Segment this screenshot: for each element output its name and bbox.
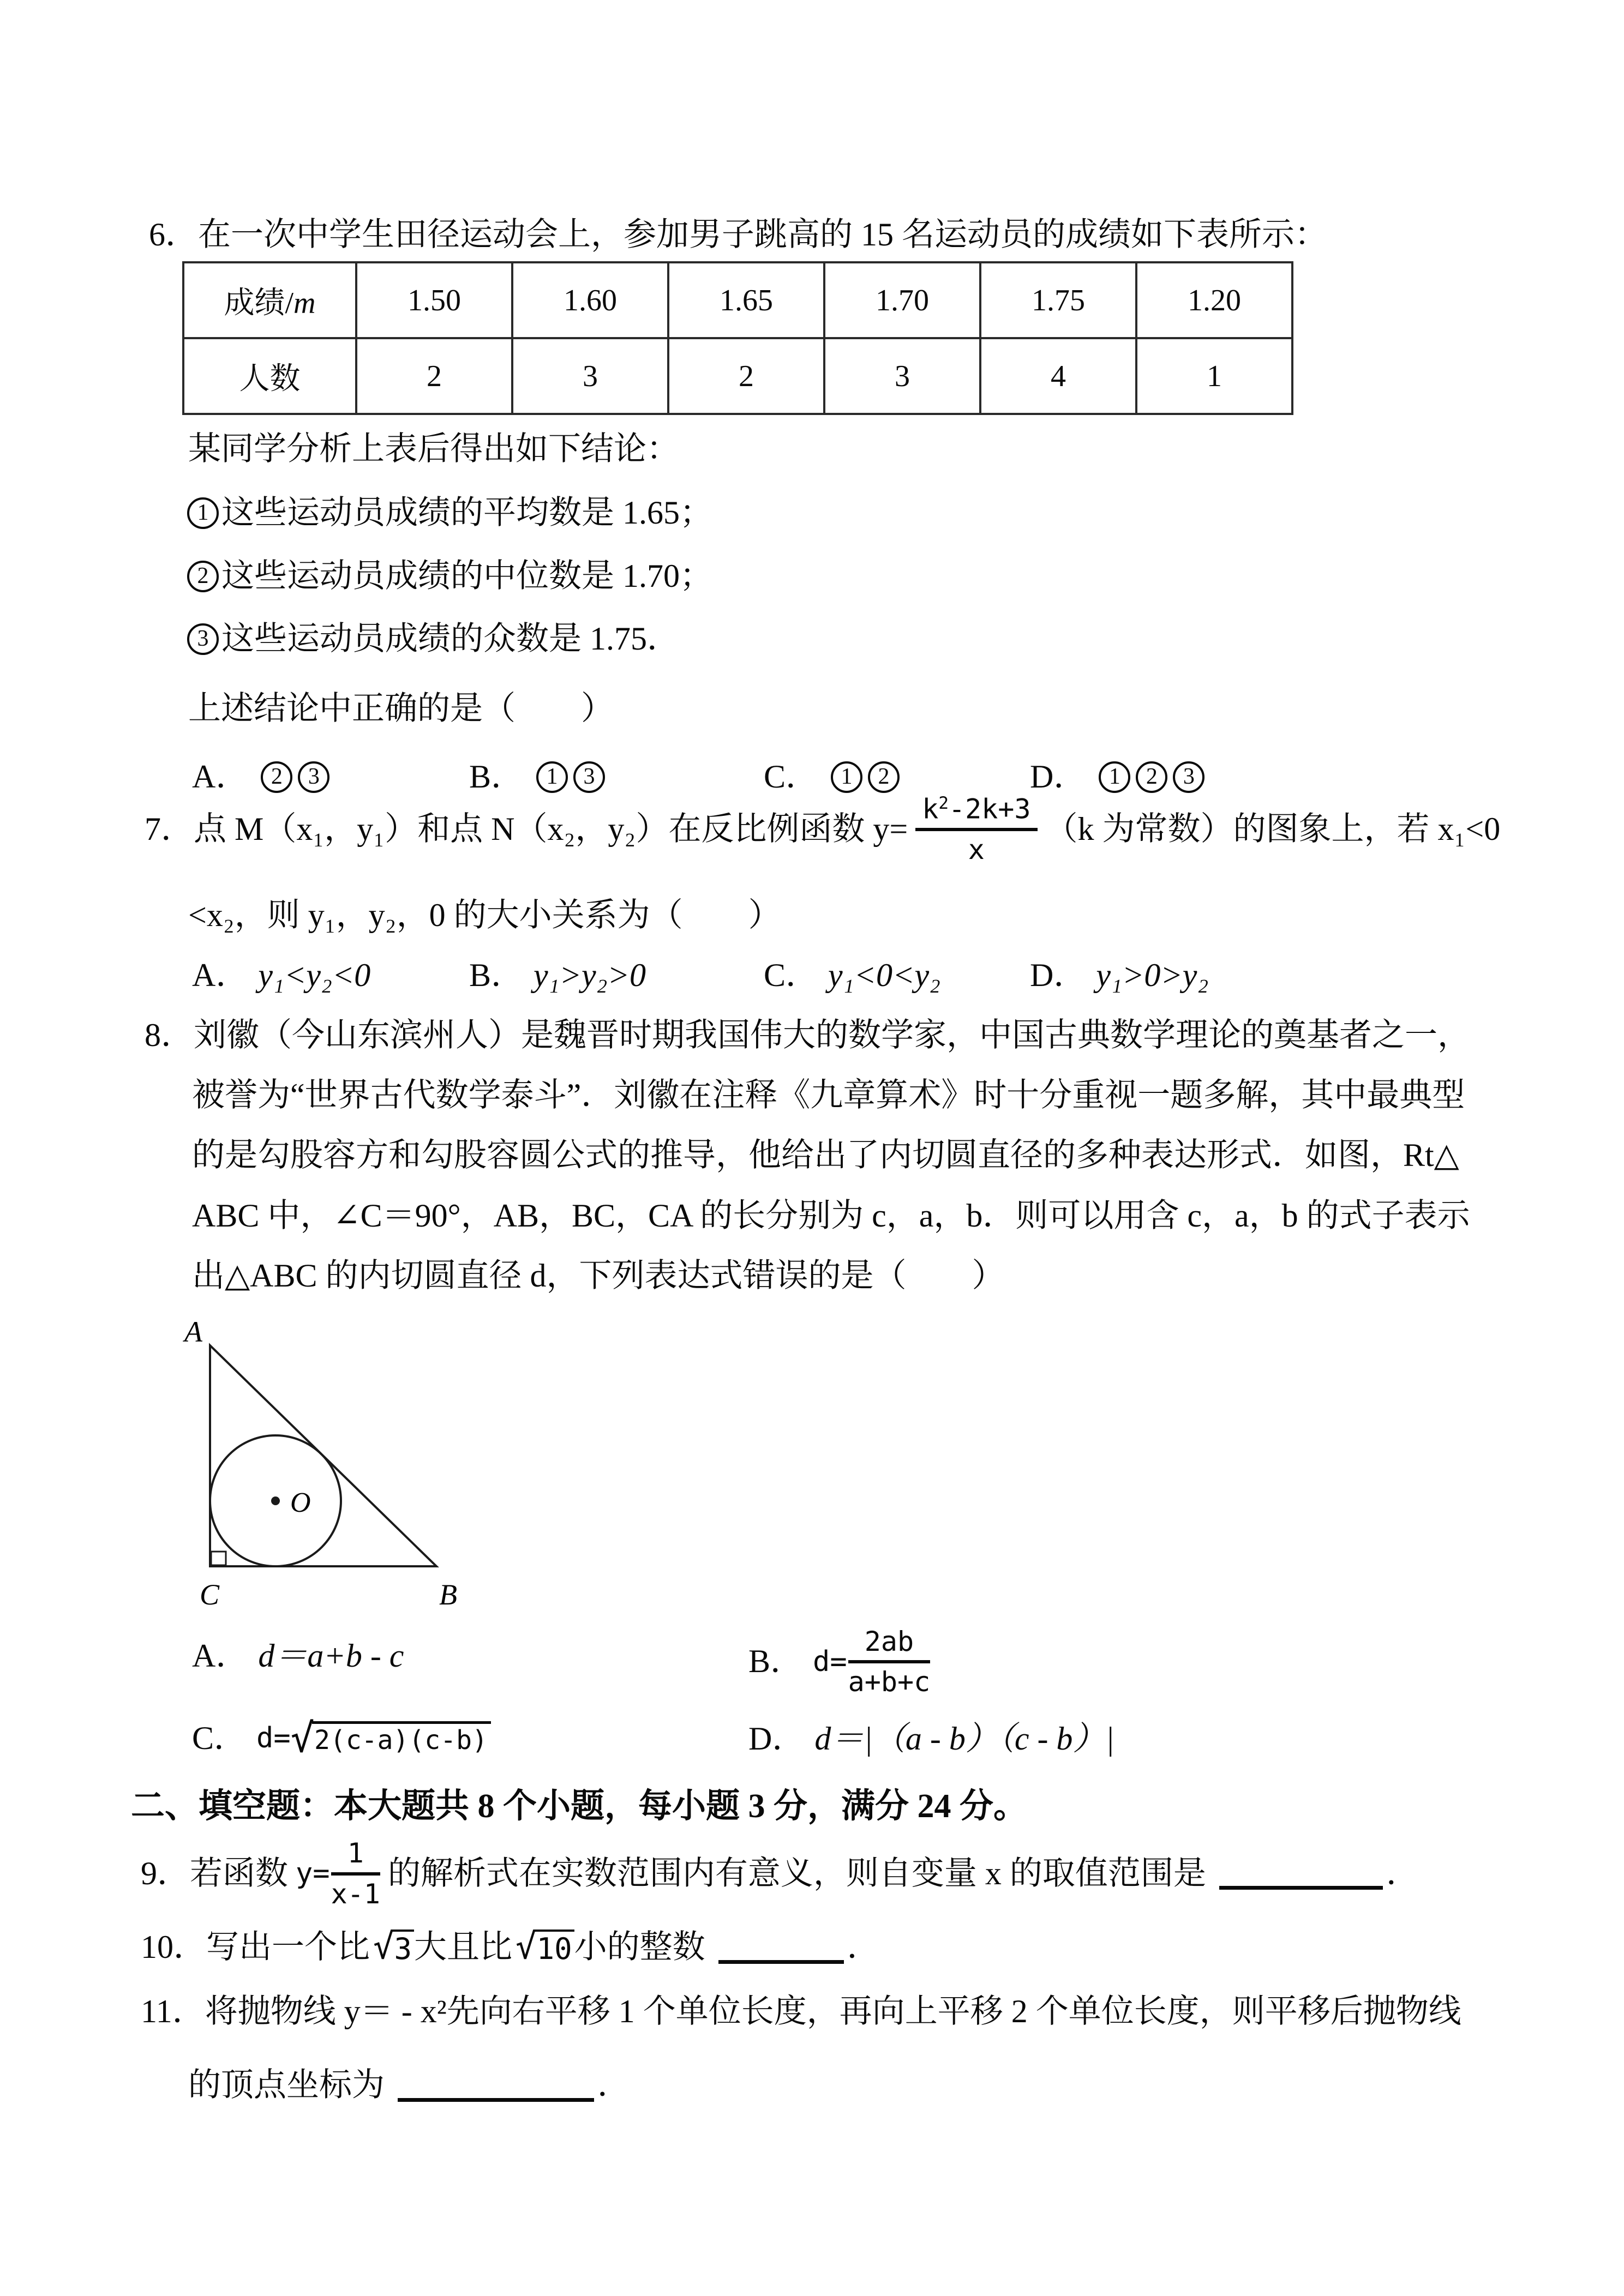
q6-option-d: D． 1 2 3 [1030, 758, 1207, 796]
count-cell: 2 [668, 338, 824, 414]
q6-conclusion-2: 2 这些运动员成绩的中位数是 1.70； [184, 557, 712, 596]
circled-2-icon: 2 [1136, 761, 1167, 793]
q11-line1: 11．将抛物线 y＝ - x²先向右平移 1 个单位长度，再向上平移 2 个单位长度，则平移后抛物线 [141, 1993, 1461, 2029]
q6-conclusion-1: 1 这些运动员成绩的平均数是 1.65； [184, 494, 712, 532]
q11-line2: 的顶点坐标为 ． [188, 2067, 630, 2103]
q6-conclusion-3: 3 这些运动员成绩的众数是 1.75． [184, 620, 680, 658]
vertex-label-c: C [200, 1578, 220, 1611]
table-row-scores [183, 262, 1292, 338]
table-header-count: 人数 [183, 338, 356, 414]
score-cell: 1.70 [824, 262, 980, 338]
q7-fraction: $\frac{k^2-2k+3}{x}$ [915, 795, 1037, 864]
section2-title: 二、填空题：本大题共 8 个小题，每小题 3 分，满分 24 分。 [131, 1788, 1028, 1825]
q6-option-a: A． 2 3 [192, 758, 332, 796]
q8-option-c: C． d= √ 2(c-a)(c-b) [192, 1712, 491, 1764]
circled-3-icon: 3 [573, 761, 605, 793]
circled-1-icon: 1 [187, 497, 219, 529]
count-cell: 3 [512, 338, 668, 414]
vertex-label-a: A [184, 1315, 202, 1348]
center-label-o: O [290, 1487, 311, 1518]
score-cell: 1.60 [512, 262, 668, 338]
count-cell: 4 [980, 338, 1136, 414]
q6-option-b: B． 1 3 [469, 758, 608, 796]
q7-line1: 7．点 M（x₁，y₁）和点 N（x₂，y₂）在反比例函数 y= $\frac{k^2-2k+3}{x}$ （k 为常数）的图象上，若 x₁<0 [145, 793, 1501, 865]
score-cell: 1.50 [356, 262, 512, 338]
score-cell: 1.75 [980, 262, 1136, 338]
circled-3-icon: 3 [298, 761, 329, 793]
score-cell: 1.65 [668, 262, 824, 338]
q8-option-b-fraction: $\frac{2ab}{a+b+c}$ [848, 1625, 931, 1698]
count-cell: 1 [1136, 338, 1292, 414]
q8-line3: 的是勾股容方和勾股容圆公式的推导，他给出了内切圆直径的多种表达形式．如图，Rt△ [192, 1137, 1459, 1173]
q8-line4: ABC 中，∠C＝90°，AB，BC，CA 的长分别为 c，a，b．则可以用含 c，a，b 的式子表示 [192, 1198, 1470, 1234]
circled-2-icon: 2 [187, 561, 219, 592]
incircle-figure [164, 1315, 600, 1632]
score-cell: 1.20 [1136, 262, 1292, 338]
q8-line1: 8．刘徽（今山东滨州人）是魏晋时期我国伟大的数学家，中国古典数学理论的奠基者之一， [145, 1017, 1470, 1053]
q6-analysis-line: 某同学分析上表后得出如下结论： [188, 431, 679, 467]
q8-option-d: D． d＝|（a - b）（c - b）| [748, 1721, 1114, 1757]
q9-blank [1219, 1858, 1383, 1890]
q9-line: 9．若函数 y= $\frac{1}{x-1}$ 的解析式在实数范围内有意义，则自变量 x 的取值范围是 ． [141, 1837, 1419, 1910]
circled-2-icon: 2 [261, 761, 292, 793]
circled-1-icon: 1 [1099, 761, 1130, 793]
score-table [182, 261, 1293, 415]
q8-option-a: A． d＝a+b - c [192, 1638, 404, 1674]
incenter-dot [271, 1496, 280, 1505]
sqrt-icon: √ [373, 1927, 394, 1968]
q7-option-d: D． y₁>0>y₂ [1030, 957, 1209, 993]
sqrt-icon: √ [290, 1715, 315, 1762]
q10-blank [718, 1932, 844, 1964]
vertex-label-b: B [439, 1578, 457, 1611]
q7-option-c: C． y₁<0<y₂ [764, 957, 940, 993]
table-header-score: 成绩/m [183, 262, 356, 338]
q8-option-b: B． d= $\frac{2ab}{a+b+c}$ [748, 1625, 931, 1698]
q8-line2: 被誉为“世界古代数学泰斗”．刘徽在注释《九章算术》时十分重视一题多解，其中最典型 [192, 1077, 1465, 1113]
count-cell: 2 [356, 338, 512, 414]
q6-option-c: C． 1 2 [764, 758, 902, 796]
q6-question-line: 上述结论中正确的是（ ） [188, 690, 614, 726]
q7-line2: <x₂，则 y₁，y₂，0 的大小关系为（ ） [188, 897, 781, 933]
q7-option-b: B． y₁>y₂>0 [469, 957, 646, 993]
q10-line: 10．写出一个比 √ 3 大且比 √ 10 小的整数 ． [141, 1927, 880, 1968]
q11-blank [398, 2070, 594, 2102]
circled-3-icon: 3 [187, 623, 219, 655]
circled-2-icon: 2 [868, 761, 900, 793]
circled-1-icon: 1 [831, 761, 862, 793]
circled-1-icon: 1 [536, 761, 568, 793]
q9-fraction: $\frac{1}{x-1}$ [331, 1837, 380, 1910]
circled-3-icon: 3 [1173, 761, 1204, 793]
q8-line5: 出△ABC 的内切圆直径 d，下列表达式错误的是（ ） [192, 1258, 1005, 1294]
q6-line1: 6．在一次中学生田径运动会上，参加男子跳高的 15 名运动员的成绩如下表所示： [149, 217, 1327, 253]
q7-option-a: A． y₁<y₂<0 [192, 957, 371, 993]
sqrt-icon: √ [516, 1927, 537, 1968]
count-cell: 3 [824, 338, 980, 414]
table-row-counts [183, 338, 1292, 414]
right-angle-mark [211, 1552, 226, 1565]
